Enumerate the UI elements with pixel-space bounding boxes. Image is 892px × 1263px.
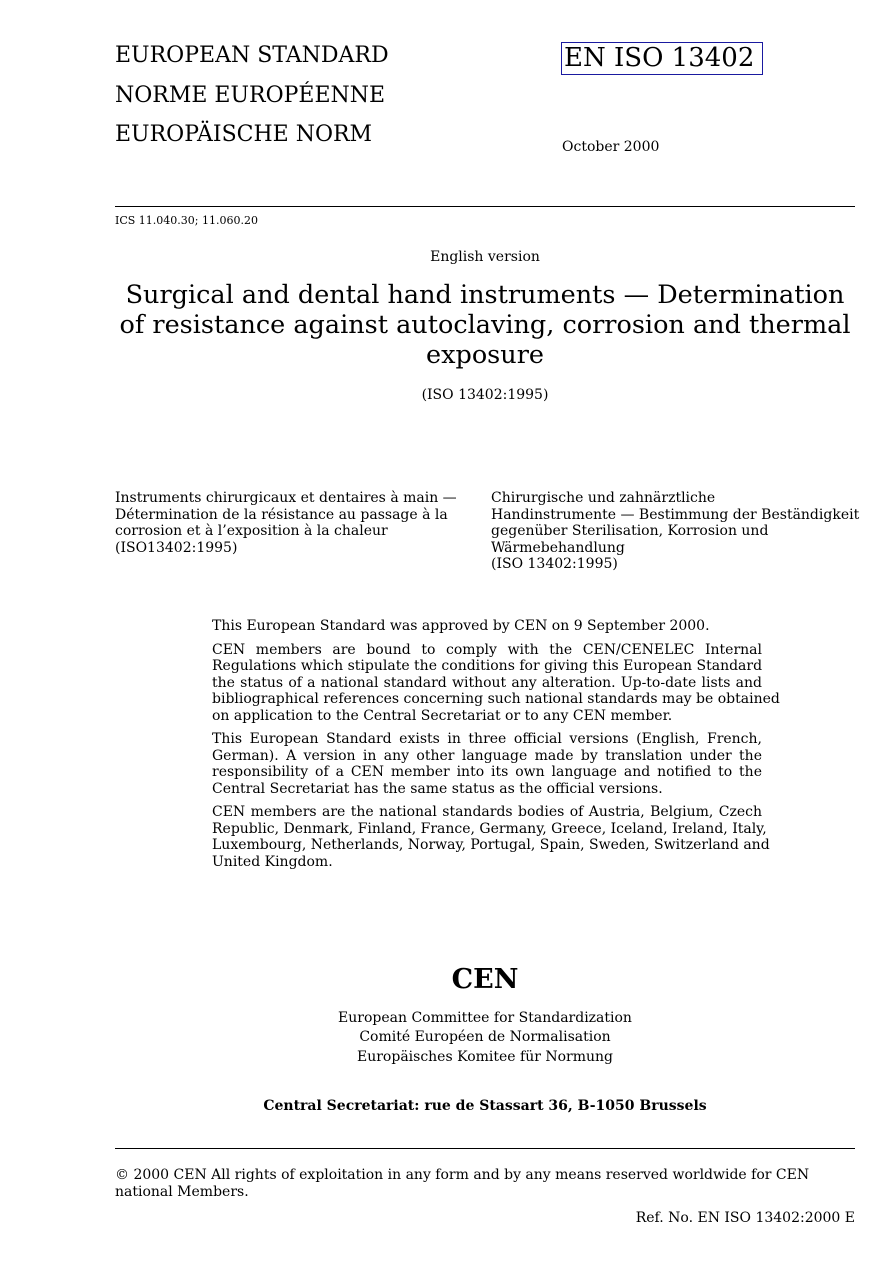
standard-label-german: EUROPÄISCHE NORM (115, 122, 373, 147)
cen-logo: CEN (451, 964, 519, 995)
french-title-line: corrosion et à l’exposition à la chaleur (115, 523, 388, 539)
approval-line: responsibility of a CEN member into its own language and notified to the (212, 764, 762, 780)
german-title-column (491, 490, 860, 573)
footer-divider (115, 1148, 855, 1149)
french-title-line: (ISO13402:1995) (115, 539, 238, 556)
approval-line: bibliographical references concerning such national standards may be obtained (212, 691, 780, 707)
german-title-line: (ISO 13402:1995) (491, 556, 618, 572)
organization-name-english: European Committee for Standardization (338, 1010, 632, 1026)
approval-paragraph (212, 804, 770, 870)
french-title-column (115, 490, 465, 556)
reference-number: Ref. No. EN ISO 13402:2000 E (635, 1210, 855, 1226)
document-title: Surgical and dental hand instruments — Determination of resistance against autoclaving, corrosion and thermal exposure (119, 280, 851, 370)
french-title-line: Instruments chirurgicaux et dentaires à main — (115, 490, 457, 506)
ics-codes: ICS 11.040.30; 11.060.20 (115, 214, 258, 227)
german-title-line: Handinstrumente — Bestimmung der Beständigkeit (491, 506, 860, 523)
approval-line: German). A version in any other language made by translation under the (212, 747, 762, 764)
german-title-line: gegenüber Sterilisation, Korrosion und (491, 523, 769, 539)
approval-line: CEN members are the national standards bodies of Austria, Belgium, Czech (212, 804, 762, 820)
language-version-note: English version (430, 249, 540, 265)
approval-line: United Kingdom. (212, 853, 333, 870)
header-divider (115, 206, 855, 207)
approval-line: Regulations which stipulate the conditions for giving this European Standard (212, 658, 763, 674)
organization-name-german: Europäisches Komitee für Normung (357, 1049, 613, 1065)
iso-reference: (ISO 13402:1995) (421, 387, 549, 403)
approval-line: the status of a national standard without any alteration. Up-to-date lists and (212, 674, 762, 691)
german-title-line: Wärmebehandlung (491, 539, 625, 556)
french-title-line: Détermination de la résistance au passage à la (115, 506, 448, 523)
standard-number-box: EN ISO 13402 (561, 42, 763, 75)
approval-line: Luxembourg, Netherlands, Norway, Portugal, Spain, Sweden, Switzerland and (212, 837, 770, 853)
publication-date: October 2000 (562, 139, 660, 155)
approval-line: CEN members are bound to comply with the CEN/CENELEC Internal (212, 641, 762, 658)
approval-paragraph (212, 731, 762, 797)
approval-statement (212, 618, 780, 877)
german-title-line: Chirurgische und zahnärztliche (491, 490, 716, 506)
approval-line: Central Secretariat has the same status as the official versions. (212, 780, 663, 797)
approval-line: This European Standard was approved by CEN on 9 September 2000. (212, 618, 710, 634)
central-secretariat-address: Central Secretariat: rue de Stassart 36, B-1050 Brussels (263, 1098, 707, 1114)
copyright-notice: © 2000 CEN All rights of exploitation in any form and by any means reserved worldwide for CEN national Members. (115, 1167, 810, 1200)
approval-paragraph (212, 641, 780, 725)
standard-label-french: NORME EUROPÉENNE (115, 83, 386, 108)
approval-line: on application to the Central Secretariat or to any CEN member. (212, 707, 673, 724)
organization-name-french: Comité Européen de Normalisation (359, 1029, 611, 1045)
approval-line: Republic, Denmark, Finland, France, Germany, Greece, Iceland, Ireland, Italy, (212, 820, 767, 837)
approval-line: This European Standard exists in three official versions (English, French, (212, 731, 762, 747)
approval-paragraph (212, 618, 762, 635)
standard-label-english: EUROPEAN STANDARD (115, 43, 389, 68)
